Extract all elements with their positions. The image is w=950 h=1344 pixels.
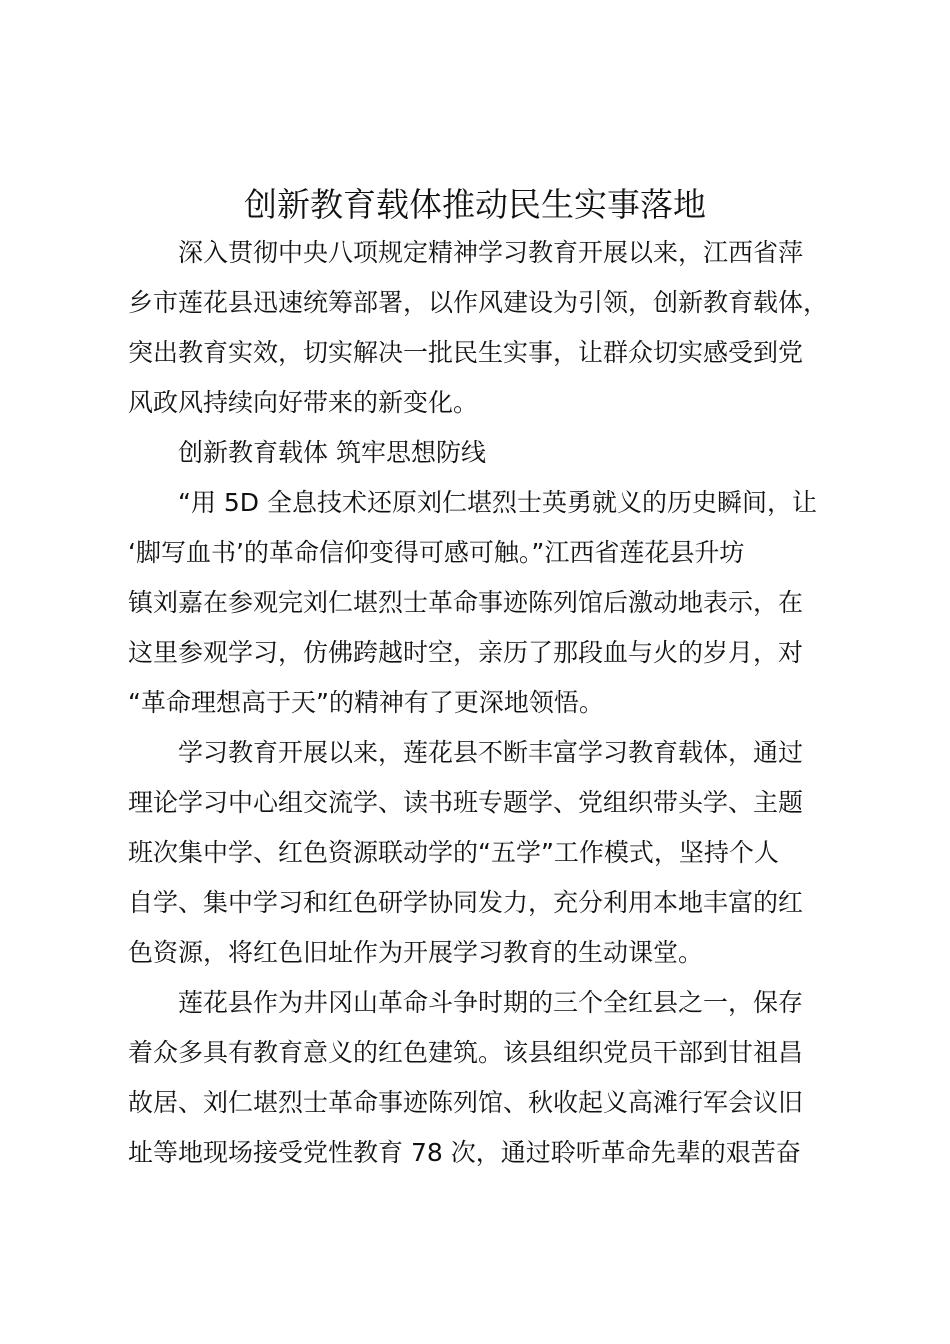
paragraph-line: ‘脚写血书’的革命信仰变得可感可触。”江西省莲花县升坊: [128, 538, 745, 567]
paragraph-line: 乡市莲花县迅速统筹部署，以作风建设为引领，创新教育载体，: [128, 288, 829, 317]
paragraph-line: 色资源，将红色旧址作为开展学习教育的生动课堂。: [128, 938, 704, 967]
paragraph-line: 班次集中学、红色资源联动学的“五学”工作模式，坚持个人: [128, 838, 779, 867]
paragraph-line: 着众多具有教育意义的红色建筑。该县组织党员干部到甘祖昌: [128, 1038, 804, 1067]
paragraph-line: 自学、集中学习和红色研学协同发力，充分利用本地丰富的红: [128, 888, 804, 917]
paragraph-line: 故居、刘仁堪烈士革命事迹陈列馆、秋收起义高滩行军会议旧: [128, 1088, 804, 1117]
paragraph-line: 这里参观学习，仿佛跨越时空，亲历了那段血与火的岁月，对: [128, 638, 804, 667]
paragraph-line: 址等地现场接受党性教育 78 次，通过聆听革命先辈的艰苦奋: [128, 1138, 801, 1167]
paragraph-line: 深入贯彻中央八项规定精神学习教育开展以来，江西省萍: [178, 238, 804, 267]
paragraph-line: 学习教育开展以来，莲花县不断丰富学习教育载体，通过: [178, 738, 804, 767]
paragraph-line: “用 5D 全息技术还原刘仁堪烈士英勇就义的历史瞬间，让: [178, 488, 818, 517]
paragraph-line: 理论学习中心组交流学、读书班专题学、党组织带头学、主题: [128, 788, 804, 817]
document-title: 创新教育载体推动民生实事落地: [244, 185, 706, 224]
paragraph-line: 风政风持续向好带来的新变化。: [128, 388, 479, 417]
paragraph-line: 突出教育实效，切实解决一批民生实事，让群众切实感受到党: [128, 338, 804, 367]
section-heading: 创新教育载体 筑牢思想防线: [178, 438, 486, 467]
paragraph-line: 莲花县作为井冈山革命斗争时期的三个全红县之一，保存: [178, 988, 804, 1017]
paragraph-line: “革命理想高于天”的精神有了更深地领悟。: [128, 688, 604, 717]
paragraph-line: 镇刘嘉在参观完刘仁堪烈士革命事迹陈列馆后激动地表示，在: [128, 588, 804, 617]
